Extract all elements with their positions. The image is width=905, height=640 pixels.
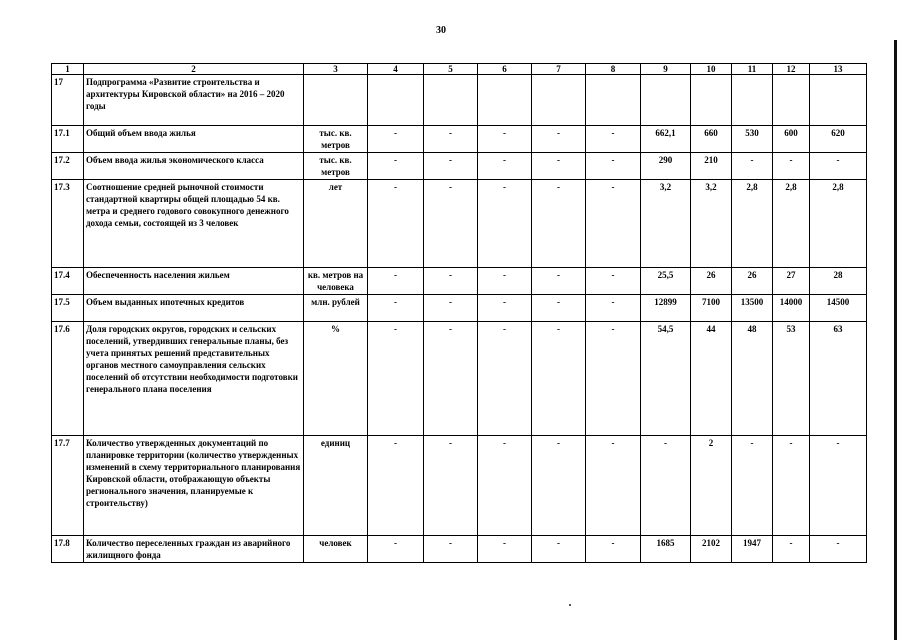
- row-unit: тыс. кв. метров: [304, 126, 368, 153]
- row-number: 17.5: [52, 295, 84, 322]
- value-cell: 13500: [732, 295, 773, 322]
- scan-edge-shadow: [894, 40, 897, 640]
- value-cell: -: [586, 180, 641, 268]
- table-row: [52, 295, 867, 322]
- value-cell: 27: [773, 268, 810, 295]
- header-cell: 2: [84, 64, 304, 75]
- value-cell: 54,5: [641, 322, 691, 436]
- table-row: [52, 268, 867, 295]
- row-name: Соотношение средней рыночной стоимости стандартной квартиры общей площадью 54 кв. метра и среднего годового совокупного денежного дохода семьи, состоящей из 3 человек: [84, 180, 304, 268]
- value-cell: 63: [810, 322, 867, 436]
- value-cell: [732, 75, 773, 126]
- value-cell: -: [424, 536, 478, 563]
- table-row: [52, 322, 867, 436]
- value-cell: -: [810, 436, 867, 536]
- value-cell: -: [368, 153, 424, 180]
- table-row: [52, 536, 867, 563]
- header-cell: 6: [478, 64, 532, 75]
- value-cell: 2: [691, 436, 732, 536]
- row-unit: единиц: [304, 436, 368, 536]
- value-cell: 53: [773, 322, 810, 436]
- value-cell: 14500: [810, 295, 867, 322]
- value-cell: [478, 75, 532, 126]
- value-cell: -: [532, 536, 586, 563]
- table-row: [52, 436, 867, 536]
- value-cell: -: [810, 536, 867, 563]
- value-cell: 662,1: [641, 126, 691, 153]
- value-cell: -: [586, 436, 641, 536]
- value-cell: -: [641, 436, 691, 536]
- value-cell: -: [424, 180, 478, 268]
- table-row: [52, 75, 867, 126]
- value-cell: -: [532, 295, 586, 322]
- value-cell: -: [478, 536, 532, 563]
- value-cell: 25,5: [641, 268, 691, 295]
- row-unit: человек: [304, 536, 368, 563]
- value-cell: 2,8: [773, 180, 810, 268]
- header-cell: 4: [368, 64, 424, 75]
- row-number: 17.6: [52, 322, 84, 436]
- value-cell: [641, 75, 691, 126]
- header-cell: 10: [691, 64, 732, 75]
- header-cell: 12: [773, 64, 810, 75]
- scan-speck: [569, 604, 571, 606]
- value-cell: -: [478, 436, 532, 536]
- value-cell: -: [478, 180, 532, 268]
- value-cell: 3,2: [641, 180, 691, 268]
- value-cell: -: [773, 153, 810, 180]
- value-cell: -: [368, 436, 424, 536]
- value-cell: 28: [810, 268, 867, 295]
- row-unit: %: [304, 322, 368, 436]
- table-row: [52, 180, 867, 268]
- value-cell: -: [532, 180, 586, 268]
- page-number: 30: [436, 25, 446, 36]
- value-cell: -: [368, 322, 424, 436]
- value-cell: -: [586, 295, 641, 322]
- value-cell: 660: [691, 126, 732, 153]
- indicators-table: [51, 63, 867, 563]
- value-cell: -: [478, 322, 532, 436]
- value-cell: -: [424, 153, 478, 180]
- value-cell: -: [732, 153, 773, 180]
- row-name: Доля городских округов, городских и сельских поселений, утвердивших генеральные планы, без учета принятых решений представительных органов местного самоуправления сельских поселений об отсутствии необходимости подготовки генерального плана поселения: [84, 322, 304, 436]
- header-cell: 5: [424, 64, 478, 75]
- value-cell: -: [424, 268, 478, 295]
- value-cell: 26: [732, 268, 773, 295]
- value-cell: -: [478, 295, 532, 322]
- value-cell: -: [532, 436, 586, 536]
- value-cell: [368, 75, 424, 126]
- header-cell: 3: [304, 64, 368, 75]
- row-unit: [304, 75, 368, 126]
- value-cell: -: [773, 436, 810, 536]
- value-cell: -: [532, 322, 586, 436]
- value-cell: 3,2: [691, 180, 732, 268]
- table-row: [52, 126, 867, 153]
- value-cell: -: [532, 268, 586, 295]
- value-cell: -: [478, 126, 532, 153]
- value-cell: 2,8: [732, 180, 773, 268]
- value-cell: [586, 75, 641, 126]
- value-cell: 2,8: [810, 180, 867, 268]
- row-name: Общий объем ввода жилья: [84, 126, 304, 153]
- row-name: Объем ввода жилья экономического класса: [84, 153, 304, 180]
- value-cell: 7100: [691, 295, 732, 322]
- value-cell: -: [368, 268, 424, 295]
- value-cell: -: [368, 536, 424, 563]
- header-cell: 11: [732, 64, 773, 75]
- value-cell: -: [532, 126, 586, 153]
- value-cell: 530: [732, 126, 773, 153]
- value-cell: 600: [773, 126, 810, 153]
- header-cell: 1: [52, 64, 84, 75]
- value-cell: -: [368, 295, 424, 322]
- value-cell: -: [586, 268, 641, 295]
- value-cell: 1947: [732, 536, 773, 563]
- value-cell: -: [532, 153, 586, 180]
- row-unit: млн. рублей: [304, 295, 368, 322]
- value-cell: [773, 75, 810, 126]
- value-cell: -: [586, 536, 641, 563]
- value-cell: -: [732, 436, 773, 536]
- row-number: 17.2: [52, 153, 84, 180]
- value-cell: [810, 75, 867, 126]
- value-cell: -: [424, 295, 478, 322]
- value-cell: -: [810, 153, 867, 180]
- value-cell: -: [368, 126, 424, 153]
- value-cell: -: [424, 322, 478, 436]
- row-name: Подпрограмма «Развитие строительства и архитектуры Кировской области» на 2016 – 2020 годы: [84, 75, 304, 126]
- value-cell: -: [586, 126, 641, 153]
- row-unit: лет: [304, 180, 368, 268]
- row-name: Обеспеченность населения жильем: [84, 268, 304, 295]
- value-cell: 290: [641, 153, 691, 180]
- value-cell: 2102: [691, 536, 732, 563]
- value-cell: 26: [691, 268, 732, 295]
- value-cell: 1685: [641, 536, 691, 563]
- value-cell: 48: [732, 322, 773, 436]
- header-cell: 7: [532, 64, 586, 75]
- value-cell: [424, 75, 478, 126]
- row-number: 17: [52, 75, 84, 126]
- value-cell: 44: [691, 322, 732, 436]
- row-name: Количество переселенных граждан из аварийного жилищного фонда: [84, 536, 304, 563]
- row-name: Объем выданных ипотечных кредитов: [84, 295, 304, 322]
- row-number: 17.4: [52, 268, 84, 295]
- table-header-row: [52, 64, 867, 75]
- value-cell: -: [478, 268, 532, 295]
- row-name: Количество утвержденных документаций по планировке территории (количество утвержденных изменений в схему территориального планирования Кировской области, отображающую объекты регионального значения, планируемые к строительству): [84, 436, 304, 536]
- value-cell: -: [586, 153, 641, 180]
- value-cell: 210: [691, 153, 732, 180]
- value-cell: 620: [810, 126, 867, 153]
- table-row: [52, 153, 867, 180]
- row-unit: тыс. кв. метров: [304, 153, 368, 180]
- value-cell: -: [478, 153, 532, 180]
- header-cell: 9: [641, 64, 691, 75]
- value-cell: [532, 75, 586, 126]
- row-number: 17.7: [52, 436, 84, 536]
- value-cell: -: [368, 180, 424, 268]
- value-cell: -: [424, 436, 478, 536]
- value-cell: [691, 75, 732, 126]
- header-cell: 13: [810, 64, 867, 75]
- row-number: 17.8: [52, 536, 84, 563]
- row-unit: кв. метров на человека: [304, 268, 368, 295]
- value-cell: -: [424, 126, 478, 153]
- row-number: 17.1: [52, 126, 84, 153]
- row-number: 17.3: [52, 180, 84, 268]
- value-cell: -: [586, 322, 641, 436]
- header-cell: 8: [586, 64, 641, 75]
- value-cell: 14000: [773, 295, 810, 322]
- value-cell: 12899: [641, 295, 691, 322]
- value-cell: -: [773, 536, 810, 563]
